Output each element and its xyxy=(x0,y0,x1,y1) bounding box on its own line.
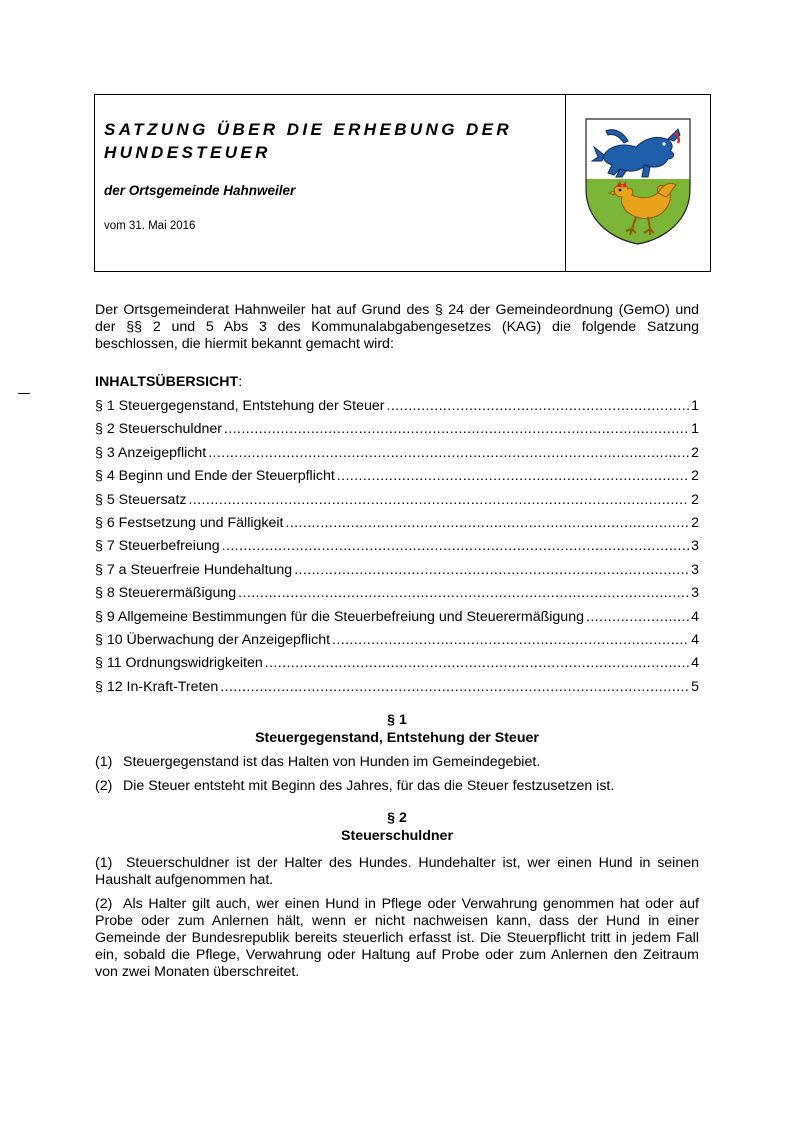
paragraph-number: (1) xyxy=(95,754,113,771)
toc-leader xyxy=(386,398,689,414)
toc-entry-page: 2 xyxy=(691,468,699,485)
toc-heading-text: INHALTSÜBERSICHT xyxy=(95,374,239,390)
toc-leader xyxy=(208,445,689,461)
toc-entry[interactable] xyxy=(95,492,699,515)
document-body xyxy=(95,302,699,981)
toc-entry-label: § 6 Festsetzung und Fälligkeit xyxy=(95,514,284,531)
section-paragraph xyxy=(95,754,699,771)
toc-entry-page: 3 xyxy=(691,585,699,602)
toc-entry-label: § 8 Steuerermäßigung xyxy=(95,585,237,602)
intro-paragraph: Der Ortsgemeinderat Hahnweiler hat auf Grund des § 24 der Gemeindeordnung (GemO) und der §§ 2 und 5 Abs 3 des Kommunalabgabengesetzes (KAG) die folgende Satzung beschlossen, die hiermit bekannt gemacht wird: xyxy=(95,302,699,352)
toc-entry[interactable] xyxy=(95,679,699,702)
section-paragraph xyxy=(95,778,699,795)
toc-entry[interactable] xyxy=(95,538,699,561)
toc-entry-label: § 9 Allgemeine Bestimmungen für die Steuerbefreiung und Steuerermäßigung xyxy=(95,608,584,625)
header-divider xyxy=(565,95,566,271)
toc-leader xyxy=(220,679,689,695)
toc-entry-label: § 3 Anzeigepflicht xyxy=(95,444,207,461)
section-heading xyxy=(95,809,699,845)
section-paragraph xyxy=(95,855,699,889)
toc-entry-label: § 7 Steuerbefreiung xyxy=(95,538,220,555)
paragraph-text: Steuergegenstand ist das Halten von Hunden im Gemeindegebiet. xyxy=(123,754,541,771)
document-subtitle: der Ortsgemeinde Hahnweiler xyxy=(104,183,296,198)
toc-leader xyxy=(332,632,689,648)
section-paragraph xyxy=(95,896,699,981)
coat-of-arms-lion-rooster-icon xyxy=(584,117,692,245)
toc-leader xyxy=(265,655,689,671)
toc-entry-page: 4 xyxy=(691,655,699,672)
toc-entry-page: 4 xyxy=(691,631,699,648)
toc-entry-page: 1 xyxy=(691,398,699,414)
toc-leader xyxy=(285,515,689,531)
toc-entry[interactable] xyxy=(95,632,699,655)
paragraph-text: Steuerschuldner ist der Halter des Hundes. Hundehalter ist, wer einen Hund in seinen Haushalt aufgenommen hat. xyxy=(95,855,700,889)
toc-leader xyxy=(294,562,689,578)
toc-entry-page: 2 xyxy=(691,514,699,531)
toc-entry-label: § 10 Überwachung der Anzeigepflicht xyxy=(95,631,331,648)
section-title: Steuerschuldner xyxy=(341,828,453,845)
section-heading xyxy=(95,711,699,747)
toc-entry-label: § 1 Steuergegenstand, Entstehung der Steuer xyxy=(95,398,385,414)
paragraph-number: (2) xyxy=(95,778,113,795)
paragraph-number: (1) xyxy=(95,855,113,872)
toc-entry-page: 4 xyxy=(691,608,699,625)
toc-heading xyxy=(95,373,699,391)
toc-heading-colon: : xyxy=(238,374,243,390)
toc-entry[interactable] xyxy=(95,445,699,468)
toc-leader xyxy=(224,421,689,437)
document-date: vom 31. Mai 2016 xyxy=(104,220,196,232)
toc-entry[interactable] xyxy=(95,398,699,421)
toc-entry-page: 2 xyxy=(691,444,699,461)
section-number: § 1 xyxy=(387,712,407,729)
toc-entry-page: 5 xyxy=(691,678,699,695)
paragraph-text: Die Steuer entsteht mit Beginn des Jahres, für das die Steuer festzusetzen ist. xyxy=(123,778,615,795)
toc-entry-page: 3 xyxy=(691,538,699,555)
toc-entry[interactable] xyxy=(95,585,699,608)
toc-entry-label: § 5 Steuersatz xyxy=(95,491,187,508)
table-of-contents xyxy=(95,398,699,702)
toc-entry-label: § 4 Beginn und Ende der Steuerpflicht xyxy=(95,468,335,485)
toc-entry-label: § 7 a Steuerfreie Hundehaltung xyxy=(95,561,293,578)
section-number: § 2 xyxy=(387,810,407,827)
toc-entry[interactable] xyxy=(95,562,699,585)
toc-entry-label: § 11 Ordnungswidrigkeiten xyxy=(95,655,263,672)
toc-entry[interactable] xyxy=(95,421,699,444)
toc-entry-label: § 2 Steuerschuldner xyxy=(95,421,222,438)
paragraph-text: Als Halter gilt auch, wer einen Hund in Pflege oder Verwahrung genommen hat oder auf Probe oder zum Anlernen hält, wenn er nicht nachweisen kann, dass der Hund in einer Gemeinde der Bundesrepublik bereits steuerlich erfasst ist. Die Steuerpflicht tritt in jedem Fall ein, sobald die Pflege, Verwahrung oder Haltung auf Probe oder zum Anlernen den Zeitraum von zwei Monaten überschreitet. xyxy=(95,896,699,981)
toc-entry[interactable] xyxy=(95,515,699,538)
toc-entry-page: 3 xyxy=(691,561,699,578)
toc-entry[interactable] xyxy=(95,468,699,491)
toc-leader xyxy=(189,492,690,508)
toc-leader xyxy=(337,468,689,484)
toc-leader xyxy=(238,585,689,601)
paragraph-number: (2) xyxy=(95,896,113,913)
margin-mark xyxy=(18,393,30,394)
section-title: Steuergegenstand, Entstehung der Steuer xyxy=(255,730,539,747)
toc-entry[interactable] xyxy=(95,655,699,678)
toc-leader xyxy=(222,538,689,554)
toc-entry-label: § 12 In-Kraft-Treten xyxy=(95,678,219,695)
toc-entry-page: 1 xyxy=(691,421,699,438)
toc-entry-page: 2 xyxy=(691,491,699,508)
toc-leader xyxy=(586,609,689,625)
document-title: SATZUNG ÜBER DIE ERHEBUNG DER HUNDESTEUER xyxy=(104,120,513,162)
toc-entry[interactable] xyxy=(95,609,699,632)
header-box xyxy=(94,94,711,272)
